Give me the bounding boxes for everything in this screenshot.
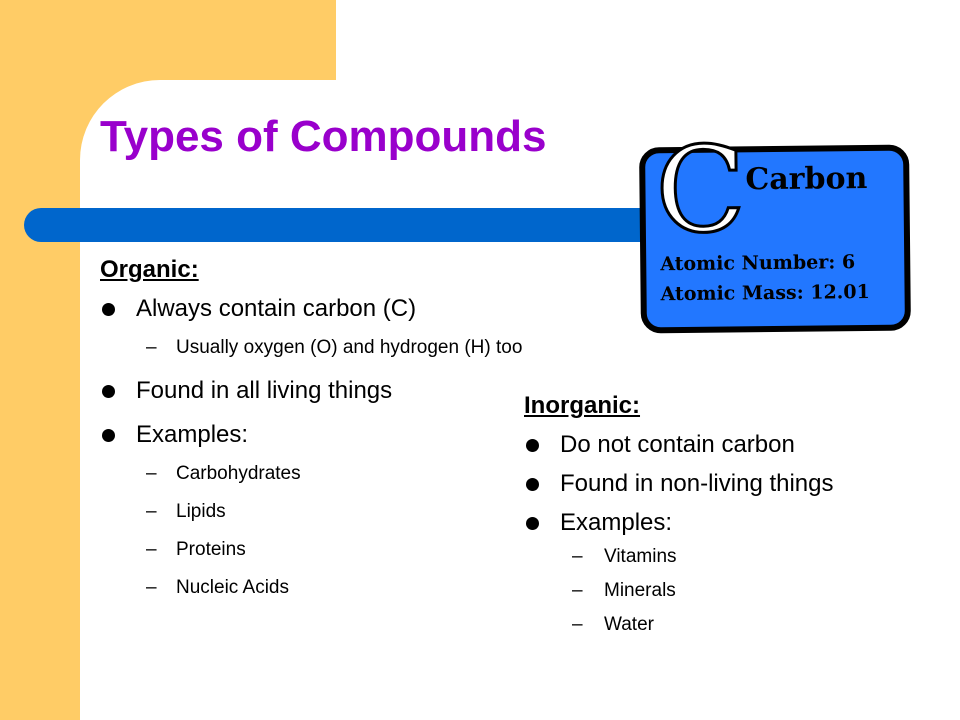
organic-sub-item-oxygen (100, 337, 530, 359)
dash-marker-icon: – (572, 546, 583, 567)
bullet-dot-icon (526, 439, 539, 452)
bullet-dot-icon (102, 385, 115, 398)
left-decorative-band (0, 0, 80, 720)
bullet-text: Do not contain carbon (560, 431, 795, 458)
example-text: Carbohydrates (176, 463, 301, 484)
inorganic-heading: Inorganic: (524, 392, 641, 419)
organic-example-item (100, 577, 530, 599)
example-text: Lipids (176, 501, 226, 522)
bullet-text: Found in all living things (136, 377, 393, 404)
dash-marker-icon: – (572, 614, 583, 635)
organic-example-item (100, 501, 530, 523)
dash-marker-icon: – (146, 577, 157, 598)
inorganic-example-item (524, 614, 944, 636)
example-text: Nucleic Acids (176, 577, 289, 598)
bullet-dot-icon (526, 517, 539, 530)
example-text: Proteins (176, 539, 246, 560)
organic-heading: Organic: (100, 256, 199, 283)
title-underline-bar (24, 208, 664, 242)
inorganic-bullet-3 (524, 507, 944, 539)
carbon-element-card (639, 120, 911, 334)
element-symbol: C (654, 120, 747, 260)
inorganic-bullet-1 (524, 429, 944, 461)
example-text: Minerals (604, 580, 676, 601)
atomic-mass-text: Atomic Mass: 12.01 (660, 281, 870, 306)
atomic-number-text: Atomic Number: 6 (660, 251, 856, 276)
bullet-text: Examples: (136, 421, 249, 448)
element-name: Carbon (745, 161, 868, 198)
bullet-text: Found in non-living things (560, 470, 834, 497)
bullet-dot-icon (526, 478, 539, 491)
dash-marker-icon: – (146, 337, 157, 358)
bullet-dot-icon (102, 429, 115, 442)
slide-title: Types of Compounds (100, 112, 547, 161)
dash-marker-icon: – (572, 580, 583, 601)
bullet-text: Always contain carbon (C) (136, 295, 417, 322)
organic-bullet-1 (100, 293, 530, 325)
inorganic-bullet-2 (524, 468, 944, 500)
inorganic-example-item (524, 546, 944, 568)
organic-section (100, 256, 530, 615)
dash-marker-icon: – (146, 501, 157, 522)
example-text: Water (604, 614, 654, 635)
dash-marker-icon: – (146, 539, 157, 560)
dash-marker-icon: – (146, 463, 157, 484)
organic-example-item (100, 539, 530, 561)
inorganic-section (524, 392, 944, 648)
example-text: Vitamins (604, 546, 677, 567)
organic-bullet-2 (100, 375, 530, 407)
rounded-corner-panel (80, 80, 340, 280)
sub-item-text: Usually oxygen (O) and hydrogen (H) too (176, 337, 523, 358)
organic-bullet-3 (100, 419, 530, 451)
bullet-text: Examples: (560, 509, 673, 536)
organic-example-item (100, 463, 530, 485)
inorganic-example-item (524, 580, 944, 602)
bullet-dot-icon (102, 303, 115, 316)
